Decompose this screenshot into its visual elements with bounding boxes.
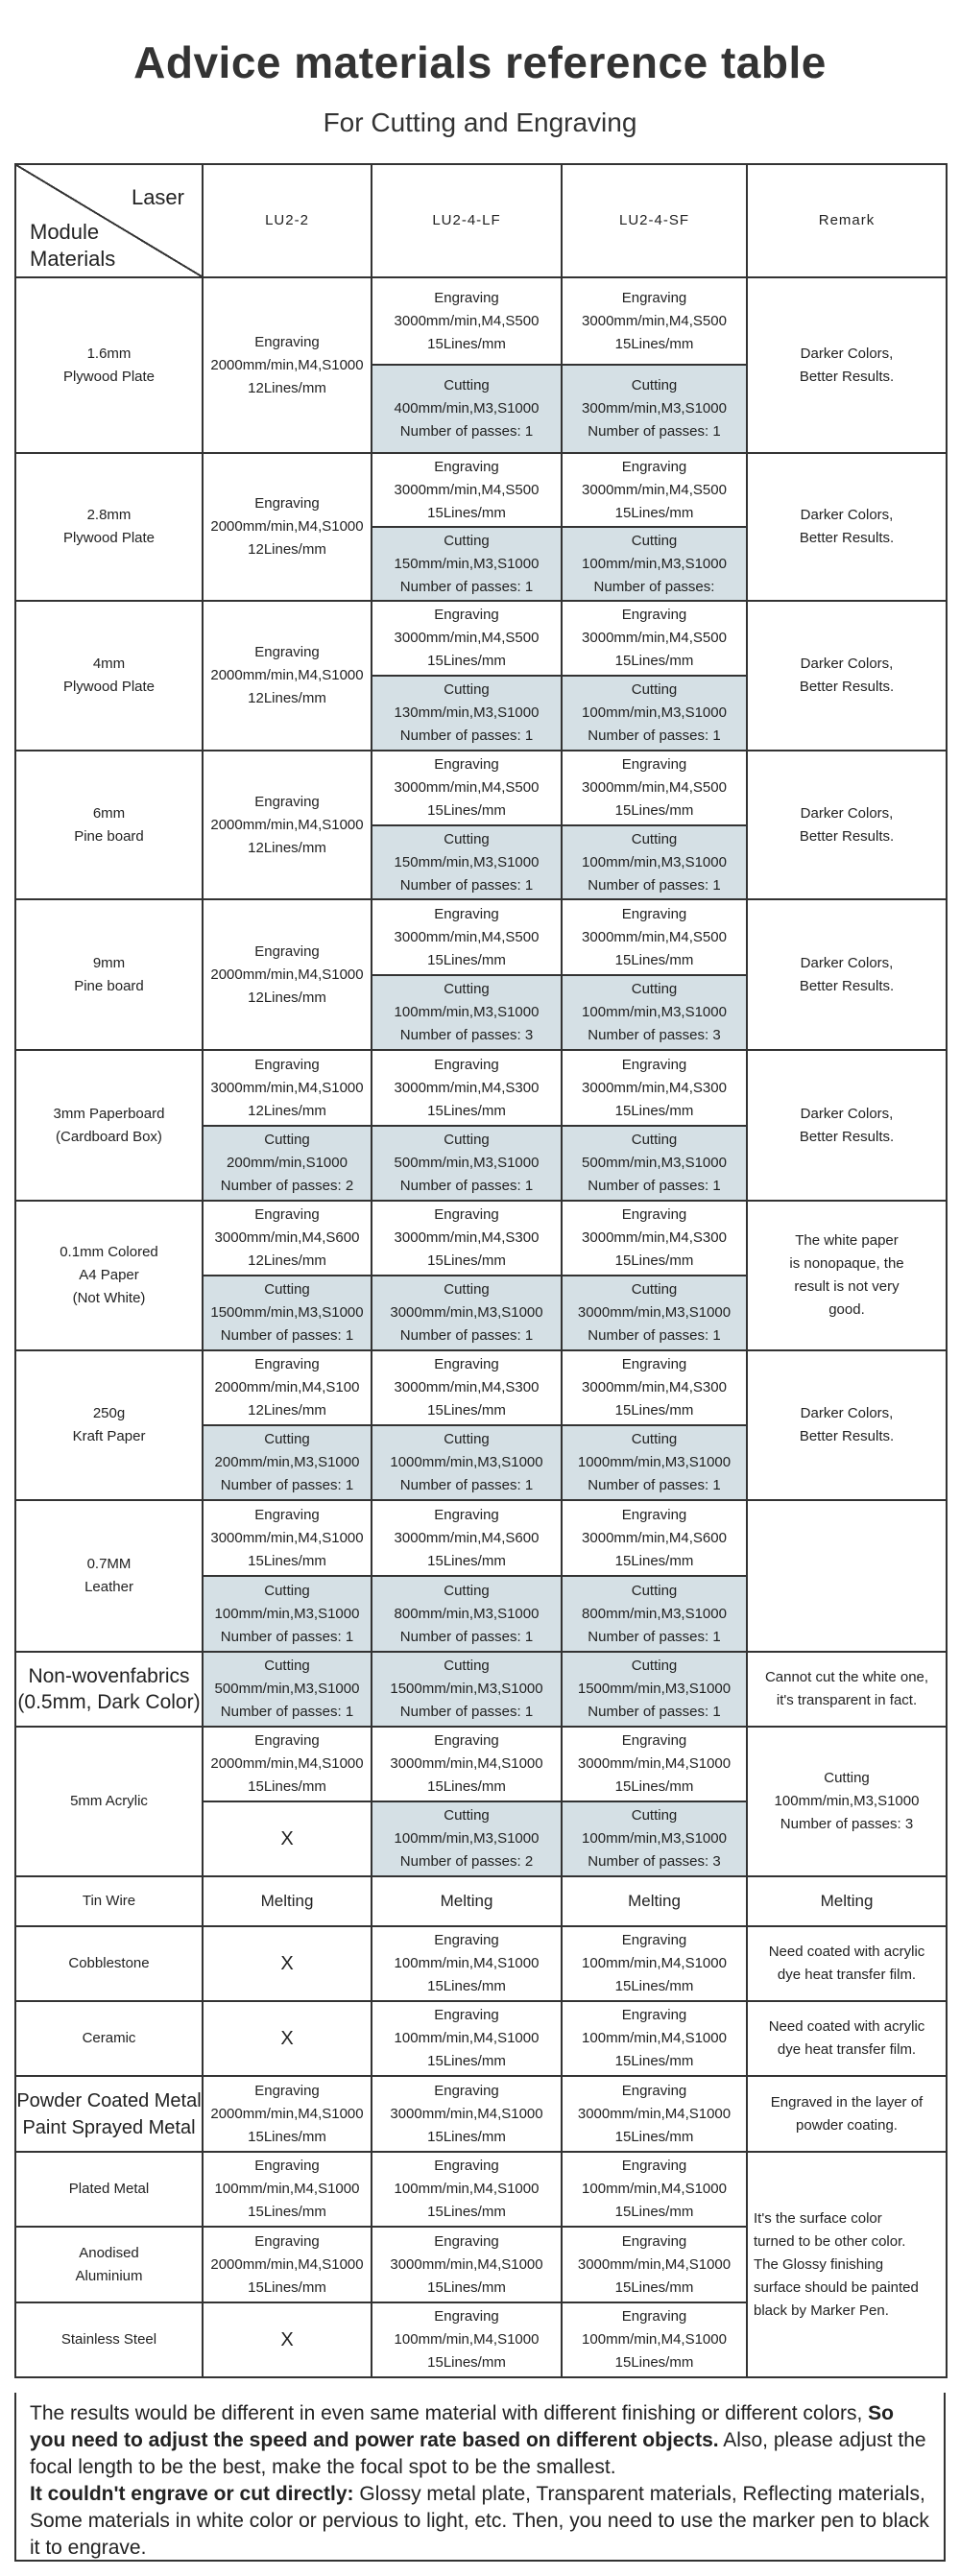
remark-cell: Cutting 100mm/min,M3,S1000 Number of passes: 3 — [747, 1727, 947, 1876]
table-row — [15, 2152, 947, 2227]
lu2-2-cell: X — [203, 2001, 372, 2076]
sf-cutting-cell: Cutting 1000mm/min,M3,S1000 Number of passes: 1 — [562, 1425, 747, 1500]
lf-cutting-cell: Cutting 400mm/min,M3,S1000 Number of passes: 1 — [372, 365, 562, 453]
table-row — [15, 751, 947, 825]
sf-engraving-cell: Engraving 3000mm/min,M4,S500 15Lines/mm — [562, 899, 747, 975]
material-cell: 0.7MM Leather — [15, 1500, 203, 1652]
table-row — [15, 601, 947, 676]
lu2-2-cutting-cell: Cutting 200mm/min,S1000 Number of passes: 2 — [203, 1126, 372, 1201]
lu2-2-engraving-cell: Engraving 2000mm/min,M4,S1000 15Lines/mm — [203, 1727, 372, 1801]
remark-cell: The white paper is nonopaque, the result is not very good. — [747, 1201, 947, 1350]
remark-cell: Darker Colors, Better Results. — [747, 453, 947, 601]
footer-emphasis: So you need to adjust the speed and power rate based on different objects. — [30, 2402, 894, 2451]
lu2-2-cell: Engraving 2000mm/min,M4,S1000 12Lines/mm — [203, 277, 372, 453]
lu2-2-cell: Engraving 2000mm/min,M4,S1000 12Lines/mm — [203, 751, 372, 899]
remark-cell: Engraved in the layer of powder coating. — [747, 2076, 947, 2152]
sf-cell: Engraving 100mm/min,M4,S1000 15Lines/mm — [562, 1926, 747, 2001]
table-row — [15, 1876, 947, 1926]
lf-engraving-cell: Engraving 3000mm/min,M4,S500 15Lines/mm — [372, 453, 562, 527]
table-row — [15, 1350, 947, 1425]
material-cell: 4mm Plywood Plate — [15, 601, 203, 751]
lf-cutting-cell: Cutting 1500mm/min,M3,S1000 Number of passes: 1 — [372, 1652, 562, 1727]
sf-engraving-cell: Engraving 3000mm/min,M4,S500 15Lines/mm — [562, 751, 747, 825]
footer-notes — [14, 2393, 946, 2562]
lf-cutting-cell: Cutting 150mm/min,M3,S1000 Number of passes: 1 — [372, 825, 562, 899]
remark-cell: Need coated with acrylic dye heat transfer film. — [747, 2001, 947, 2076]
lu2-2-engraving-cell: Engraving 3000mm/min,M4,S600 12Lines/mm — [203, 1201, 372, 1276]
lf-cell: Engraving 100mm/min,M4,S1000 15Lines/mm — [372, 1926, 562, 2001]
lf-engraving-cell: Engraving 3000mm/min,M4,S300 15Lines/mm — [372, 1201, 562, 1276]
table-row — [15, 1050, 947, 1126]
remark-cell — [747, 1500, 947, 1652]
remark-cell: Darker Colors, Better Results. — [747, 751, 947, 899]
remark-cell: Cannot cut the white one, it's transparent in fact. — [747, 1652, 947, 1727]
sf-cutting-cell: Cutting 300mm/min,M3,S1000 Number of passes: 1 — [562, 365, 747, 453]
column-header-lu2-4-sf: LU2-4-SF — [562, 164, 747, 277]
sf-cell: Melting — [562, 1876, 747, 1926]
sf-engraving-cell: Engraving 3000mm/min,M4,S300 15Lines/mm — [562, 1050, 747, 1126]
lf-engraving-cell: Engraving 3000mm/min,M4,S300 15Lines/mm — [372, 1350, 562, 1425]
lf-cell: Melting — [372, 1876, 562, 1926]
column-header-lu2-2: LU2-2 — [203, 164, 372, 277]
sf-cell: Engraving 100mm/min,M4,S1000 15Lines/mm — [562, 2152, 747, 2227]
table-row — [15, 1201, 947, 1276]
remark-cell: Darker Colors, Better Results. — [747, 601, 947, 751]
material-cell: Non-wovenfabrics (0.5mm, Dark Color) — [15, 1652, 203, 1727]
footer-note-unsupported: It couldn't engrave or cut directly: Glossy metal plate, Transparent materials, Reflecting materials, Some materials in white color or pervious to light, etc. Then, you need to use the marker pen to black it to engrave. — [30, 2483, 929, 2559]
remark-cell: Melting — [747, 1876, 947, 1926]
lf-cell: Engraving 100mm/min,M4,S1000 15Lines/mm — [372, 2302, 562, 2377]
table-row — [15, 2001, 947, 2076]
sf-engraving-cell: Engraving 3000mm/min,M4,S300 15Lines/mm — [562, 1350, 747, 1425]
sf-engraving-cell: Engraving 3000mm/min,M4,S500 15Lines/mm — [562, 601, 747, 676]
remark-cell: Darker Colors, Better Results. — [747, 277, 947, 453]
lf-engraving-cell: Engraving 3000mm/min,M4,S500 15Lines/mm — [372, 751, 562, 825]
sf-engraving-cell: Engraving 3000mm/min,M4,S1000 15Lines/mm — [562, 1727, 747, 1801]
remark-cell: Need coated with acrylic dye heat transfer film. — [747, 1926, 947, 2001]
lu2-2-cell: Engraving 2000mm/min,M4,S1000 12Lines/mm — [203, 899, 372, 1050]
sf-cutting-cell: Cutting 3000mm/min,M3,S1000 Number of passes: 1 — [562, 1276, 747, 1350]
sf-cell: Engraving 3000mm/min,M4,S1000 15Lines/mm — [562, 2227, 747, 2302]
lu2-2-cell: Engraving 2000mm/min,M4,S1000 15Lines/mm — [203, 2076, 372, 2152]
sf-cutting-cell: Cutting 1500mm/min,M3,S1000 Number of passes: 1 — [562, 1652, 747, 1727]
lu2-2-cell: Engraving 2000mm/min,M4,S1000 12Lines/mm — [203, 601, 372, 751]
sf-cutting-cell: Cutting 100mm/min,M3,S1000 Number of passes: 3 — [562, 1801, 747, 1876]
module-materials-header: Module Materials — [30, 220, 116, 271]
footer-note-adjust: The results would be different in even same material with different finishing or different colors, So you need to adjust the speed and power rate based on different objects. Also, please adjust the focal length to be the best, make the focal spot to be the smallest. — [30, 2402, 926, 2478]
table-row — [15, 1727, 947, 1801]
table-row — [15, 453, 947, 527]
sf-engraving-cell: Engraving 3000mm/min,M4,S500 15Lines/mm — [562, 277, 747, 365]
table-row — [15, 899, 947, 975]
material-cell: Anodised Aluminium — [15, 2227, 203, 2302]
page-subtitle: For Cutting and Engraving — [323, 107, 637, 137]
table-row — [15, 1652, 947, 1727]
laser-header: Laser — [131, 185, 184, 209]
lu2-2-cell: X — [203, 1926, 372, 2001]
material-cell: 5mm Acrylic — [15, 1727, 203, 1876]
lu2-2-cell: Engraving 2000mm/min,M4,S1000 12Lines/mm — [203, 453, 372, 601]
lf-cutting-cell: Cutting 100mm/min,M3,S1000 Number of passes: 3 — [372, 975, 562, 1050]
sf-cutting-cell: Cutting 100mm/min,M3,S1000 Number of passes: — [562, 527, 747, 601]
table-row — [15, 1926, 947, 2001]
footer-emphasis: It couldn't engrave or cut directly: — [30, 2483, 354, 2505]
material-cell: Plated Metal — [15, 2152, 203, 2227]
sf-cutting-cell: Cutting 800mm/min,M3,S1000 Number of passes: 1 — [562, 1576, 747, 1652]
material-cell: 2.8mm Plywood Plate — [15, 453, 203, 601]
material-cell: Cobblestone — [15, 1926, 203, 2001]
table-row — [15, 2076, 947, 2152]
material-cell: 0.1mm Colored A4 Paper (Not White) — [15, 1201, 203, 1350]
metal-remark-cell: It's the surface color turned to be other color. The Glossy finishing surface should be painted black by Marker Pen. — [747, 2152, 947, 2377]
lf-engraving-cell: Engraving 3000mm/min,M4,S500 15Lines/mm — [372, 277, 562, 365]
lf-engraving-cell: Engraving 3000mm/min,M4,S300 15Lines/mm — [372, 1050, 562, 1126]
lf-cutting-cell: Cutting 130mm/min,M3,S1000 Number of passes: 1 — [372, 676, 562, 751]
material-cell: 3mm Paperboard (Cardboard Box) — [15, 1050, 203, 1201]
lu2-2-cell: Engraving 2000mm/min,M4,S1000 15Lines/mm — [203, 2227, 372, 2302]
sf-engraving-cell: Engraving 3000mm/min,M4,S300 15Lines/mm — [562, 1201, 747, 1276]
reference-table — [14, 163, 948, 2378]
remark-cell: Darker Colors, Better Results. — [747, 1350, 947, 1500]
sf-engraving-cell: Engraving 3000mm/min,M4,S600 15Lines/mm — [562, 1500, 747, 1576]
sf-cutting-cell: Cutting 100mm/min,M3,S1000 Number of passes: 1 — [562, 825, 747, 899]
table-row — [15, 1500, 947, 1576]
page-title: Advice materials reference table — [133, 37, 827, 87]
sf-cell: Engraving 3000mm/min,M4,S1000 15Lines/mm — [562, 2076, 747, 2152]
lf-cutting-cell: Cutting 3000mm/min,M3,S1000 Number of passes: 1 — [372, 1276, 562, 1350]
sf-cutting-cell: Cutting 100mm/min,M3,S1000 Number of passes: 3 — [562, 975, 747, 1050]
lu2-2-cutting-cell: X — [203, 1801, 372, 1876]
material-cell: Ceramic — [15, 2001, 203, 2076]
lu2-2-engraving-cell: Engraving 3000mm/min,M4,S1000 15Lines/mm — [203, 1500, 372, 1576]
lf-cell: Engraving 3000mm/min,M4,S1000 15Lines/mm — [372, 2076, 562, 2152]
lf-cutting-cell: Cutting 100mm/min,M3,S1000 Number of passes: 2 — [372, 1801, 562, 1876]
lu2-2-engraving-cell: Engraving 3000mm/min,M4,S1000 12Lines/mm — [203, 1050, 372, 1126]
lf-engraving-cell: Engraving 3000mm/min,M4,S500 15Lines/mm — [372, 601, 562, 676]
table-header-row — [15, 164, 947, 277]
lf-engraving-cell: Engraving 3000mm/min,M4,S1000 15Lines/mm — [372, 1727, 562, 1801]
material-cell: 250g Kraft Paper — [15, 1350, 203, 1500]
sf-cutting-cell: Cutting 500mm/min,M3,S1000 Number of passes: 1 — [562, 1126, 747, 1201]
lu2-2-cutting-cell: Cutting 100mm/min,M3,S1000 Number of passes: 1 — [203, 1576, 372, 1652]
lu2-2-engraving-cell: Engraving 2000mm/min,M4,S100 12Lines/mm — [203, 1350, 372, 1425]
lu2-2-cell: Melting — [203, 1876, 372, 1926]
lf-cell: Engraving 3000mm/min,M4,S1000 15Lines/mm — [372, 2227, 562, 2302]
remark-cell: Darker Colors, Better Results. — [747, 1050, 947, 1201]
lf-cutting-cell: Cutting 150mm/min,M3,S1000 Number of passes: 1 — [372, 527, 562, 601]
lu2-2-cutting-cell: Cutting 1500mm/min,M3,S1000 Number of passes: 1 — [203, 1276, 372, 1350]
sf-engraving-cell: Engraving 3000mm/min,M4,S500 15Lines/mm — [562, 453, 747, 527]
sf-cell: Engraving 100mm/min,M4,S1000 15Lines/mm — [562, 2302, 747, 2377]
lf-engraving-cell: Engraving 3000mm/min,M4,S600 15Lines/mm — [372, 1500, 562, 1576]
material-cell: Stainless Steel — [15, 2302, 203, 2377]
lf-engraving-cell: Engraving 3000mm/min,M4,S500 15Lines/mm — [372, 899, 562, 975]
column-header-remark: Remark — [747, 164, 947, 277]
lu2-2-cutting-cell: Cutting 200mm/min,M3,S1000 Number of passes: 1 — [203, 1425, 372, 1500]
material-cell: 9mm Pine board — [15, 899, 203, 1050]
sf-cell: Engraving 100mm/min,M4,S1000 15Lines/mm — [562, 2001, 747, 2076]
lf-cell: Engraving 100mm/min,M4,S1000 15Lines/mm — [372, 2001, 562, 2076]
material-cell: Tin Wire — [15, 1876, 203, 1926]
sf-cutting-cell: Cutting 100mm/min,M3,S1000 Number of passes: 1 — [562, 676, 747, 751]
lf-cutting-cell: Cutting 1000mm/min,M3,S1000 Number of passes: 1 — [372, 1425, 562, 1500]
column-header-lu2-4-lf: LU2-4-LF — [372, 164, 562, 277]
material-cell: 6mm Pine board — [15, 751, 203, 899]
lu2-2-cutting-cell: Cutting 500mm/min,M3,S1000 Number of passes: 1 — [203, 1652, 372, 1727]
header-corner-cell — [15, 164, 203, 277]
table-row — [15, 277, 947, 365]
lu2-2-cell: Engraving 100mm/min,M4,S1000 15Lines/mm — [203, 2152, 372, 2227]
lf-cutting-cell: Cutting 800mm/min,M3,S1000 Number of passes: 1 — [372, 1576, 562, 1652]
material-cell: Powder Coated Metal Paint Sprayed Metal — [15, 2076, 203, 2152]
lu2-2-cell: X — [203, 2302, 372, 2377]
remark-cell: Darker Colors, Better Results. — [747, 899, 947, 1050]
material-cell: 1.6mm Plywood Plate — [15, 277, 203, 453]
lf-cutting-cell: Cutting 500mm/min,M3,S1000 Number of passes: 1 — [372, 1126, 562, 1201]
lf-cell: Engraving 100mm/min,M4,S1000 15Lines/mm — [372, 2152, 562, 2227]
